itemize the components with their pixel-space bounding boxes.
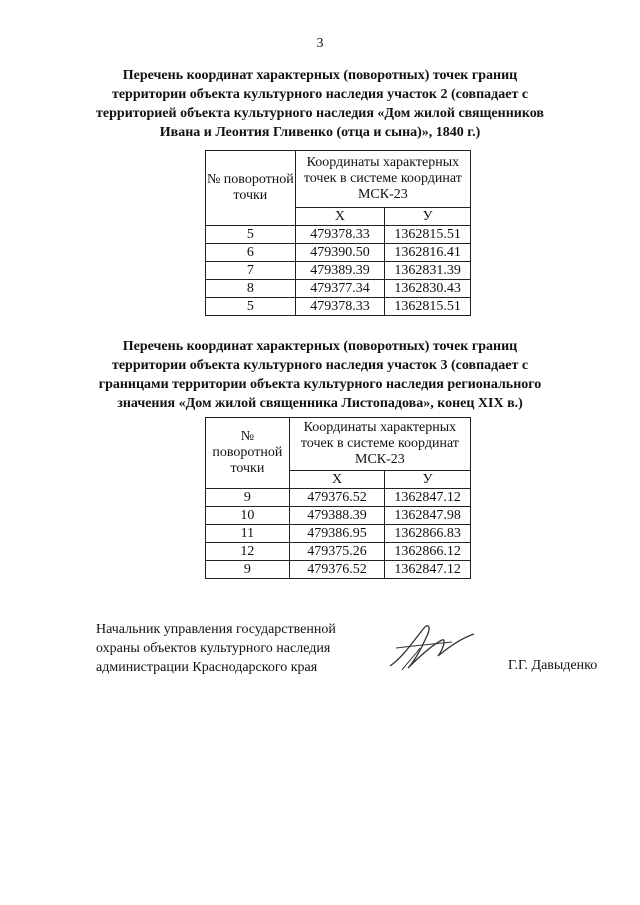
- x-coordinate-cell: 479376.52: [289, 561, 384, 579]
- table-row: [206, 226, 471, 244]
- table-row: [206, 280, 471, 298]
- y-coordinate-cell: 1362831.39: [385, 262, 471, 280]
- y-coordinate-cell: 1362815.51: [385, 298, 471, 316]
- header-point-number: № поворотной точки: [206, 151, 296, 226]
- point-number-cell: 9: [206, 561, 290, 579]
- table-row: [206, 507, 471, 525]
- table-row: [206, 489, 471, 507]
- coordinates-table-1: [205, 150, 471, 316]
- point-number-cell: 5: [206, 298, 296, 316]
- header-y: У: [385, 471, 471, 489]
- header-coordinates: Координаты характерных точек в системе координат МСК-23: [289, 418, 470, 471]
- header-coordinates: Координаты характерных точек в системе координат МСК-23: [295, 151, 470, 208]
- point-number-cell: 5: [206, 226, 296, 244]
- section-2-heading: Перечень координат характерных (поворотных) точек границ территории объекта культурного наследия участок 3 (совпадает с границами территории объекта культурного наследия регионального значения «Дом жилой священника Листопадова», конец XIX в.): [98, 339, 542, 411]
- point-number-cell: 8: [206, 280, 296, 298]
- point-number-cell: 9: [206, 489, 290, 507]
- y-coordinate-cell: 1362815.51: [385, 226, 471, 244]
- handwritten-signature: [382, 618, 482, 678]
- x-coordinate-cell: 479376.52: [289, 489, 384, 507]
- x-coordinate-cell: 479388.39: [289, 507, 384, 525]
- y-coordinate-cell: 1362866.83: [385, 525, 471, 543]
- point-number-cell: 6: [206, 244, 296, 262]
- header-point-number: № поворотной точки: [206, 418, 290, 489]
- y-coordinate-cell: 1362847.12: [385, 489, 471, 507]
- signatory-position: Начальник управления государственной охраны объектов культурного наследия администрации Краснодарского края: [96, 622, 336, 675]
- y-coordinate-cell: 1362847.12: [385, 561, 471, 579]
- x-coordinate-cell: 479377.34: [295, 280, 385, 298]
- point-number-cell: 10: [206, 507, 290, 525]
- table-row: [206, 262, 471, 280]
- y-coordinate-cell: 1362847.98: [385, 507, 471, 525]
- table-row: [206, 525, 471, 543]
- signatory-name: Г.Г. Давыденко: [508, 658, 598, 673]
- section-1-heading: Перечень координат характерных (поворотных) точек границ территории объекта культурного наследия участок 2 (совпадает с территорией объекта культурного наследия «Дом жилой священников Ивана и Леонтия Гливенко (отца и сына)», 1840 г.): [96, 68, 544, 140]
- y-coordinate-cell: 1362830.43: [385, 280, 471, 298]
- header-x: Х: [289, 471, 384, 489]
- point-number-cell: 12: [206, 543, 290, 561]
- table-row: [206, 298, 471, 316]
- coordinates-table-2: [205, 417, 471, 579]
- x-coordinate-cell: 479375.26: [289, 543, 384, 561]
- point-number-cell: 7: [206, 262, 296, 280]
- header-y: У: [385, 208, 471, 226]
- page-number: 3: [316, 36, 324, 51]
- y-coordinate-cell: 1362816.41: [385, 244, 471, 262]
- x-coordinate-cell: 479378.33: [295, 226, 385, 244]
- table-row: [206, 561, 471, 579]
- table-row: [206, 543, 471, 561]
- header-x: Х: [295, 208, 385, 226]
- x-coordinate-cell: 479389.39: [295, 262, 385, 280]
- x-coordinate-cell: 479386.95: [289, 525, 384, 543]
- table-row: [206, 244, 471, 262]
- y-coordinate-cell: 1362866.12: [385, 543, 471, 561]
- point-number-cell: 11: [206, 525, 290, 543]
- x-coordinate-cell: 479390.50: [295, 244, 385, 262]
- x-coordinate-cell: 479378.33: [295, 298, 385, 316]
